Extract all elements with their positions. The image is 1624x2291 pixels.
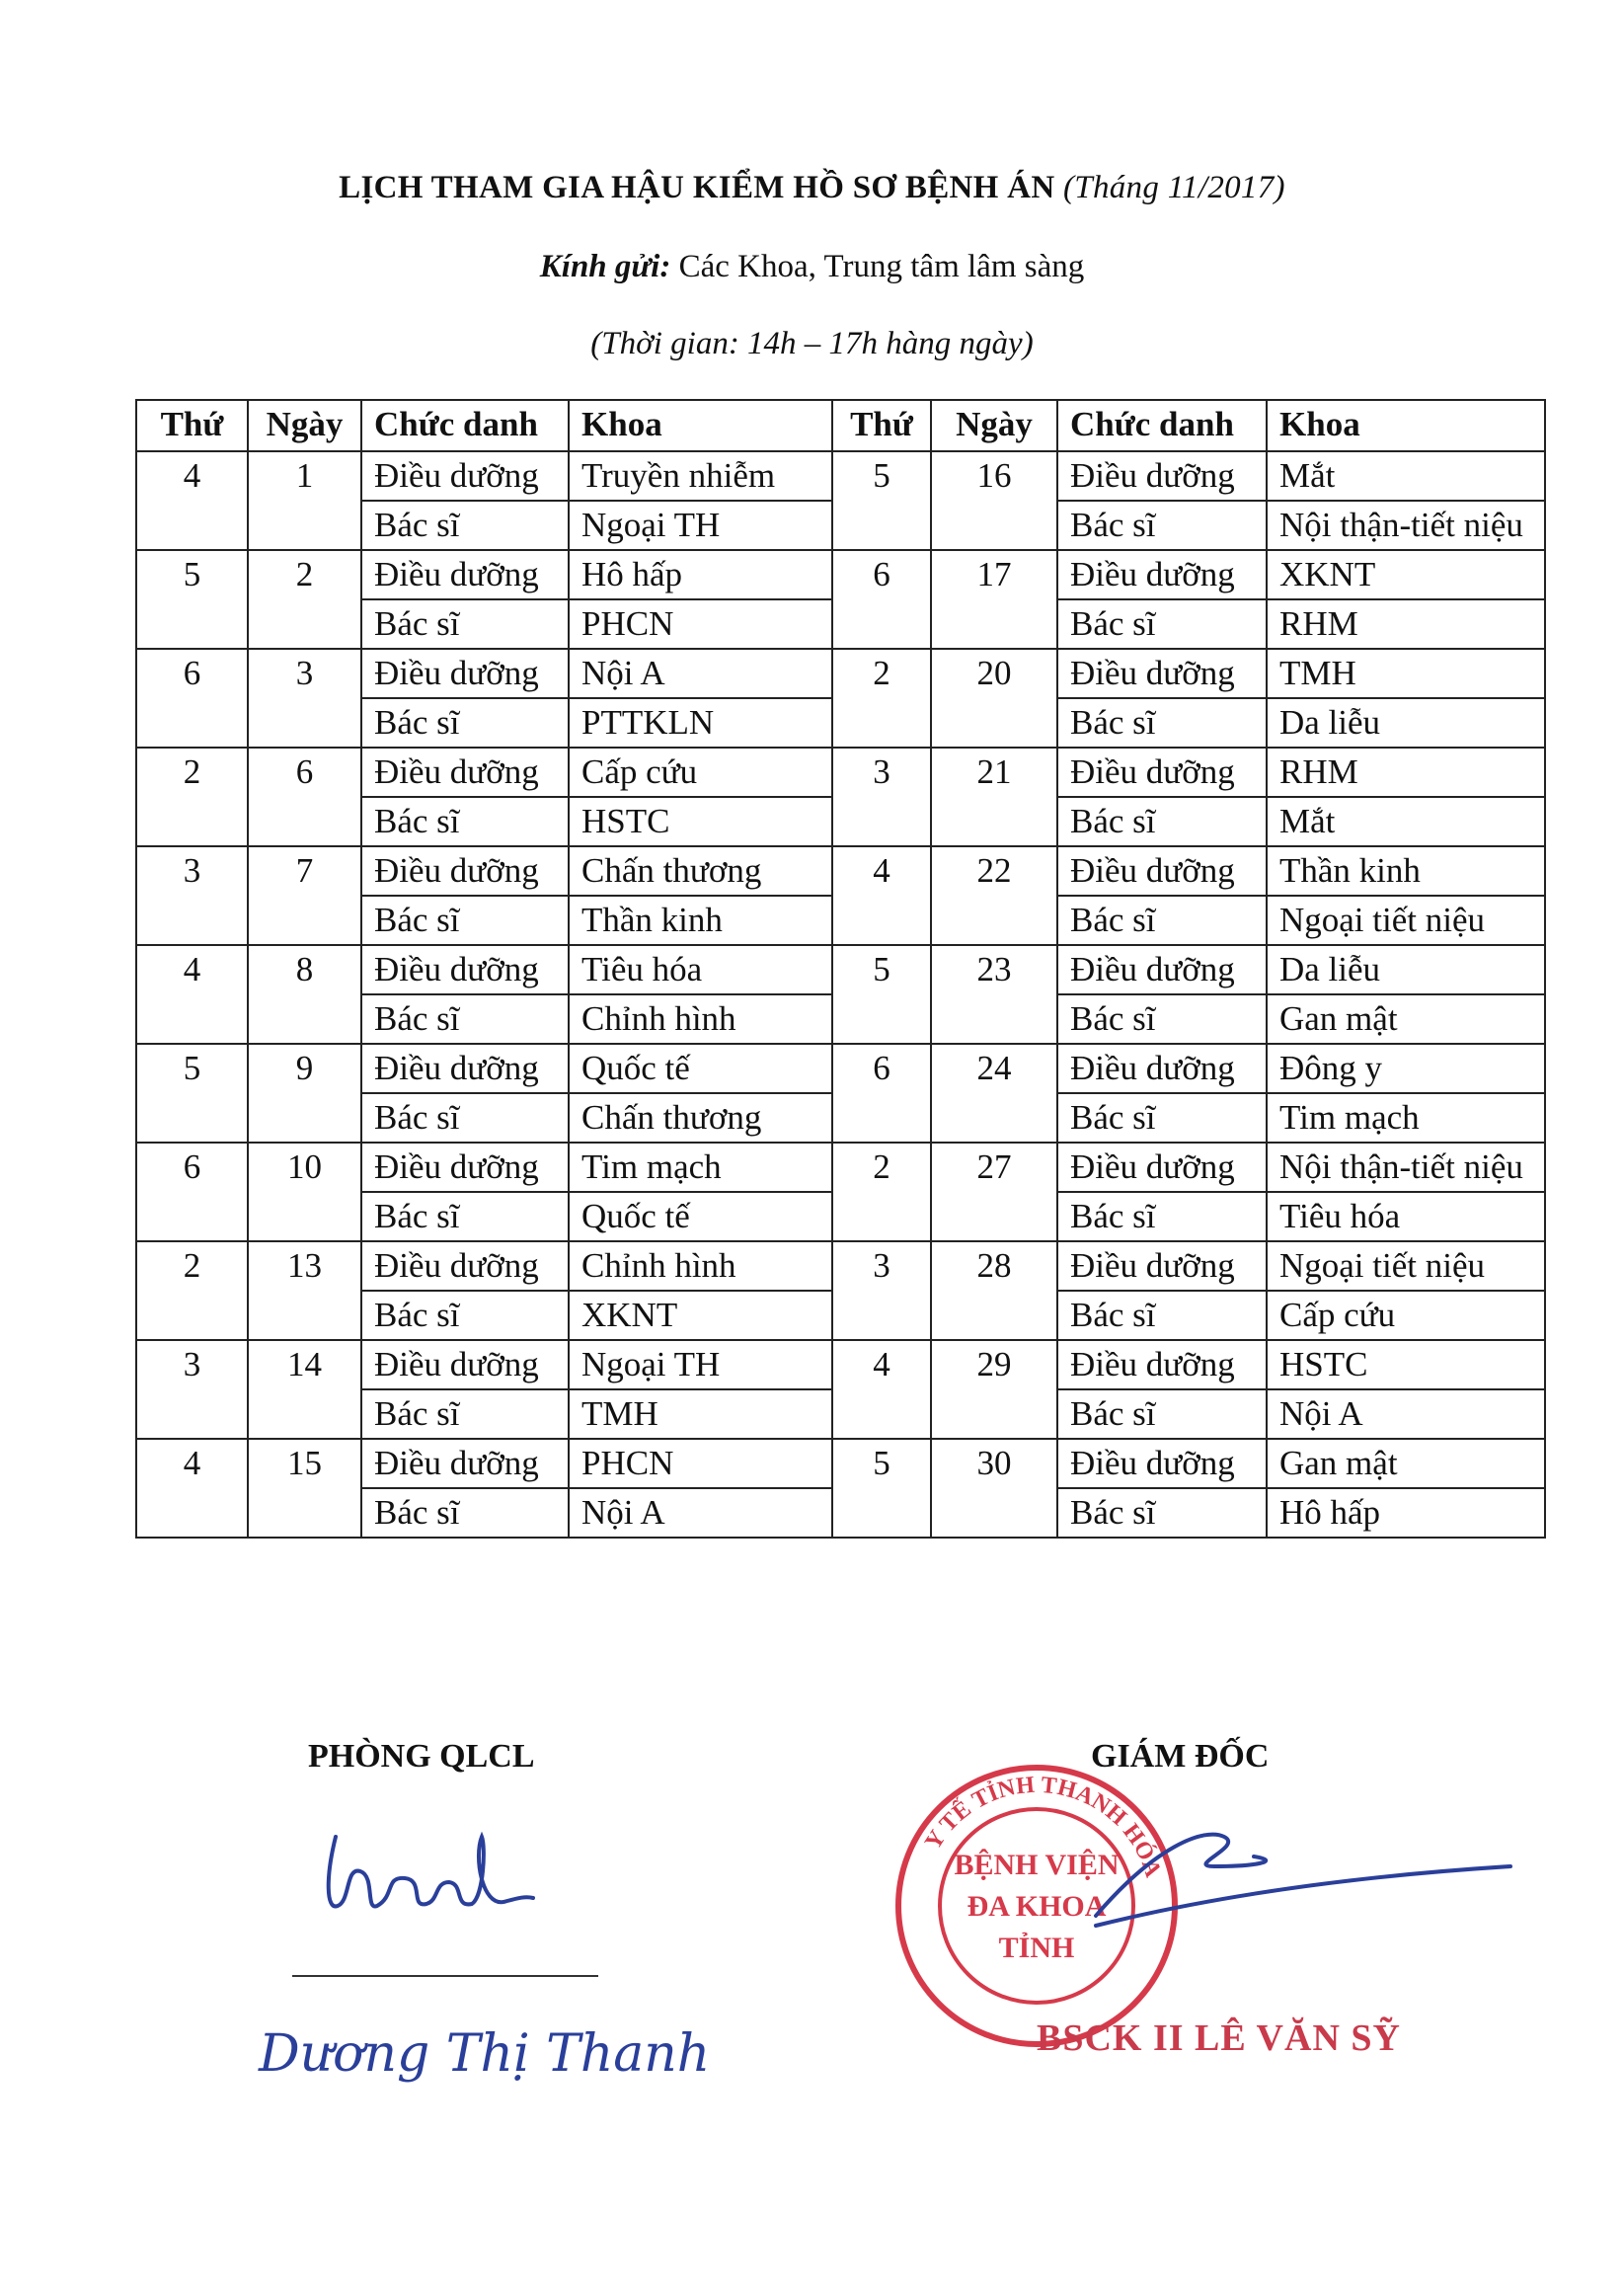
cell-role-doctor-right: Bác sĩ bbox=[1057, 501, 1267, 550]
cell-khoa-nurse-left: Chỉnh hình bbox=[569, 1241, 832, 1291]
cell-role-doctor-right: Bác sĩ bbox=[1057, 1488, 1267, 1538]
cell-khoa-doctor-right: Cấp cứu bbox=[1267, 1291, 1545, 1340]
cell-role-nurse-left: Điều dưỡng bbox=[361, 1340, 569, 1389]
cell-thu-right: 3 bbox=[832, 748, 931, 846]
cell-khoa-nurse-left: PHCN bbox=[569, 1439, 832, 1488]
cell-role-nurse-right: Điều dưỡng bbox=[1057, 846, 1267, 896]
cell-khoa-nurse-right: Gan mật bbox=[1267, 1439, 1545, 1488]
cell-ngay-right: 29 bbox=[931, 1340, 1057, 1439]
table-row bbox=[136, 945, 1545, 994]
cell-khoa-doctor-right: Nội A bbox=[1267, 1389, 1545, 1439]
cell-role-nurse-right: Điều dưỡng bbox=[1057, 748, 1267, 797]
cell-ngay-left: 7 bbox=[248, 846, 361, 945]
cell-thu-right: 4 bbox=[832, 1340, 931, 1439]
cell-khoa-nurse-left: Truyền nhiễm bbox=[569, 451, 832, 501]
cell-khoa-doctor-right: Ngoại tiết niệu bbox=[1267, 896, 1545, 945]
cell-khoa-doctor-right: Mắt bbox=[1267, 797, 1545, 846]
cell-role-nurse-left: Điều dưỡng bbox=[361, 550, 569, 599]
cell-role-doctor-left: Bác sĩ bbox=[361, 1093, 569, 1143]
cell-ngay-right: 30 bbox=[931, 1439, 1057, 1538]
cell-ngay-right: 21 bbox=[931, 748, 1057, 846]
cell-role-doctor-right: Bác sĩ bbox=[1057, 896, 1267, 945]
cell-role-doctor-right: Bác sĩ bbox=[1057, 698, 1267, 748]
cell-ngay-right: 23 bbox=[931, 945, 1057, 1044]
table-row bbox=[136, 550, 1545, 599]
cell-ngay-left: 1 bbox=[248, 451, 361, 550]
cell-khoa-doctor-left: HSTC bbox=[569, 797, 832, 846]
left-signature-scribble bbox=[316, 1817, 553, 1936]
cell-thu-left: 5 bbox=[136, 550, 248, 649]
cell-khoa-doctor-right: Da liễu bbox=[1267, 698, 1545, 748]
time-note: (Thời gian: 14h – 17h hàng ngày) bbox=[590, 326, 1034, 361]
cell-role-nurse-left: Điều dưỡng bbox=[361, 1044, 569, 1093]
table-row bbox=[136, 1439, 1545, 1488]
cell-role-doctor-left: Bác sĩ bbox=[361, 599, 569, 649]
cell-khoa-nurse-left: Nội A bbox=[569, 649, 832, 698]
col-header-chucdanh-left: Chức danh bbox=[361, 400, 569, 451]
stamp-line-2: ĐA KHOA bbox=[967, 1890, 1107, 1923]
cell-khoa-nurse-right: HSTC bbox=[1267, 1340, 1545, 1389]
cell-khoa-nurse-left: Ngoại TH bbox=[569, 1340, 832, 1389]
cell-role-doctor-left: Bác sĩ bbox=[361, 896, 569, 945]
cell-khoa-doctor-left: Nội A bbox=[569, 1488, 832, 1538]
cell-khoa-nurse-right: Ngoại tiết niệu bbox=[1267, 1241, 1545, 1291]
cell-khoa-doctor-left: TMH bbox=[569, 1389, 832, 1439]
table-row bbox=[136, 451, 1545, 501]
cell-ngay-left: 2 bbox=[248, 550, 361, 649]
col-header-khoa-left: Khoa bbox=[569, 400, 832, 451]
cell-role-nurse-left: Điều dưỡng bbox=[361, 1439, 569, 1488]
cell-ngay-right: 28 bbox=[931, 1241, 1057, 1340]
cell-khoa-doctor-left: PHCN bbox=[569, 599, 832, 649]
cell-role-doctor-left: Bác sĩ bbox=[361, 1389, 569, 1439]
cell-role-nurse-left: Điều dưỡng bbox=[361, 1241, 569, 1291]
cell-khoa-nurse-left: Quốc tế bbox=[569, 1044, 832, 1093]
cell-role-doctor-left: Bác sĩ bbox=[361, 1192, 569, 1241]
cell-khoa-doctor-left: Quốc tế bbox=[569, 1192, 832, 1241]
cell-thu-right: 5 bbox=[832, 1439, 931, 1538]
cell-role-doctor-left: Bác sĩ bbox=[361, 994, 569, 1044]
cell-role-nurse-right: Điều dưỡng bbox=[1057, 649, 1267, 698]
cell-khoa-nurse-right: Đông y bbox=[1267, 1044, 1545, 1093]
recipient-text: Các Khoa, Trung tâm lâm sàng bbox=[678, 249, 1085, 284]
cell-khoa-doctor-left: Thần kinh bbox=[569, 896, 832, 945]
table-row bbox=[136, 748, 1545, 797]
cell-role-doctor-left: Bác sĩ bbox=[361, 797, 569, 846]
cell-khoa-doctor-right: Tim mạch bbox=[1267, 1093, 1545, 1143]
cell-thu-left: 4 bbox=[136, 1439, 248, 1538]
cell-ngay-right: 17 bbox=[931, 550, 1057, 649]
cell-role-nurse-right: Điều dưỡng bbox=[1057, 550, 1267, 599]
cell-khoa-nurse-left: Tiêu hóa bbox=[569, 945, 832, 994]
left-signer-name: Dương Thị Thanh bbox=[259, 2024, 711, 2084]
cell-ngay-left: 9 bbox=[248, 1044, 361, 1143]
cell-thu-right: 3 bbox=[832, 1241, 931, 1340]
cell-role-doctor-right: Bác sĩ bbox=[1057, 599, 1267, 649]
cell-role-doctor-left: Bác sĩ bbox=[361, 501, 569, 550]
cell-thu-left: 4 bbox=[136, 451, 248, 550]
right-signature-title: GIÁM ĐỐC bbox=[1091, 1738, 1270, 1775]
cell-role-doctor-right: Bác sĩ bbox=[1057, 1093, 1267, 1143]
cell-ngay-left: 10 bbox=[248, 1143, 361, 1241]
table-row bbox=[136, 1241, 1545, 1291]
cell-role-nurse-right: Điều dưỡng bbox=[1057, 451, 1267, 501]
cell-ngay-right: 16 bbox=[931, 451, 1057, 550]
cell-role-doctor-left: Bác sĩ bbox=[361, 1488, 569, 1538]
cell-thu-right: 5 bbox=[832, 945, 931, 1044]
cell-ngay-right: 24 bbox=[931, 1044, 1057, 1143]
cell-khoa-doctor-right: Tiêu hóa bbox=[1267, 1192, 1545, 1241]
director-signature-scribble bbox=[1037, 1807, 1530, 1955]
stamp-line-3: TỈNH bbox=[998, 1932, 1075, 1964]
cell-thu-right: 6 bbox=[832, 550, 931, 649]
cell-ngay-right: 20 bbox=[931, 649, 1057, 748]
cell-khoa-nurse-right: RHM bbox=[1267, 748, 1545, 797]
cell-khoa-nurse-left: Cấp cứu bbox=[569, 748, 832, 797]
cell-ngay-left: 15 bbox=[248, 1439, 361, 1538]
cell-ngay-left: 6 bbox=[248, 748, 361, 846]
cell-khoa-doctor-right: RHM bbox=[1267, 599, 1545, 649]
table-header-row bbox=[136, 400, 1545, 451]
cell-khoa-nurse-right: Mắt bbox=[1267, 451, 1545, 501]
cell-role-nurse-left: Điều dưỡng bbox=[361, 846, 569, 896]
cell-role-nurse-left: Điều dưỡng bbox=[361, 451, 569, 501]
cell-khoa-nurse-right: Nội thận-tiết niệu bbox=[1267, 1143, 1545, 1192]
cell-thu-left: 4 bbox=[136, 945, 248, 1044]
schedule-table bbox=[135, 399, 1546, 1539]
cell-thu-right: 6 bbox=[832, 1044, 931, 1143]
cell-role-doctor-right: Bác sĩ bbox=[1057, 797, 1267, 846]
cell-khoa-nurse-right: XKNT bbox=[1267, 550, 1545, 599]
title-text: LỊCH THAM GIA HẬU KIỂM HỒ SƠ BỆNH ÁN bbox=[339, 170, 1055, 205]
cell-role-nurse-left: Điều dưỡng bbox=[361, 1143, 569, 1192]
cell-role-nurse-right: Điều dưỡng bbox=[1057, 1044, 1267, 1093]
cell-role-nurse-right: Điều dưỡng bbox=[1057, 1340, 1267, 1389]
cell-khoa-nurse-left: Tim mạch bbox=[569, 1143, 832, 1192]
cell-role-nurse-left: Điều dưỡng bbox=[361, 748, 569, 797]
title-month: (Tháng 11/2017) bbox=[1063, 170, 1285, 205]
cell-thu-left: 6 bbox=[136, 1143, 248, 1241]
col-header-khoa-right: Khoa bbox=[1267, 400, 1545, 451]
cell-khoa-doctor-left: Chấn thương bbox=[569, 1093, 832, 1143]
cell-thu-left: 2 bbox=[136, 1241, 248, 1340]
signature-underline bbox=[292, 1975, 598, 1977]
cell-khoa-doctor-left: XKNT bbox=[569, 1291, 832, 1340]
cell-thu-left: 6 bbox=[136, 649, 248, 748]
cell-khoa-doctor-right: Gan mật bbox=[1267, 994, 1545, 1044]
director-name: BSCK II LÊ VĂN SỸ bbox=[1037, 2017, 1401, 2059]
table-row bbox=[136, 649, 1545, 698]
cell-thu-left: 3 bbox=[136, 1340, 248, 1439]
cell-ngay-right: 22 bbox=[931, 846, 1057, 945]
cell-khoa-doctor-left: PTTKLN bbox=[569, 698, 832, 748]
cell-khoa-doctor-left: Chỉnh hình bbox=[569, 994, 832, 1044]
stamp-ring-text: Y TẾ TỈNH THANH HÓA bbox=[920, 1772, 1166, 1881]
cell-role-doctor-right: Bác sĩ bbox=[1057, 1192, 1267, 1241]
cell-ngay-right: 27 bbox=[931, 1143, 1057, 1241]
cell-role-doctor-left: Bác sĩ bbox=[361, 698, 569, 748]
cell-khoa-nurse-right: TMH bbox=[1267, 649, 1545, 698]
cell-khoa-doctor-right: Nội thận-tiết niệu bbox=[1267, 501, 1545, 550]
cell-thu-left: 2 bbox=[136, 748, 248, 846]
cell-thu-left: 3 bbox=[136, 846, 248, 945]
cell-role-nurse-right: Điều dưỡng bbox=[1057, 945, 1267, 994]
cell-role-nurse-right: Điều dưỡng bbox=[1057, 1143, 1267, 1192]
cell-role-nurse-right: Điều dưỡng bbox=[1057, 1439, 1267, 1488]
cell-ngay-left: 13 bbox=[248, 1241, 361, 1340]
cell-ngay-left: 8 bbox=[248, 945, 361, 1044]
col-header-ngay-right: Ngày bbox=[931, 400, 1057, 451]
cell-role-doctor-right: Bác sĩ bbox=[1057, 1389, 1267, 1439]
cell-role-doctor-right: Bác sĩ bbox=[1057, 994, 1267, 1044]
table-row bbox=[136, 1044, 1545, 1093]
cell-role-doctor-right: Bác sĩ bbox=[1057, 1291, 1267, 1340]
left-signature-title: PHÒNG QLCL bbox=[308, 1738, 535, 1775]
cell-ngay-left: 14 bbox=[248, 1340, 361, 1439]
cell-thu-right: 2 bbox=[832, 649, 931, 748]
cell-role-nurse-right: Điều dưỡng bbox=[1057, 1241, 1267, 1291]
col-header-chucdanh-right: Chức danh bbox=[1057, 400, 1267, 451]
recipient-label: Kính gửi: bbox=[539, 249, 671, 284]
table-row bbox=[136, 846, 1545, 896]
col-header-ngay-left: Ngày bbox=[248, 400, 361, 451]
cell-khoa-nurse-left: Chấn thương bbox=[569, 846, 832, 896]
cell-thu-right: 4 bbox=[832, 846, 931, 945]
cell-khoa-nurse-right: Thần kinh bbox=[1267, 846, 1545, 896]
cell-role-nurse-left: Điều dưỡng bbox=[361, 649, 569, 698]
table-row bbox=[136, 1340, 1545, 1389]
cell-khoa-nurse-left: Hô hấp bbox=[569, 550, 832, 599]
col-header-thu-left: Thứ bbox=[136, 400, 248, 451]
cell-thu-left: 5 bbox=[136, 1044, 248, 1143]
cell-thu-right: 5 bbox=[832, 451, 931, 550]
document-title bbox=[0, 170, 1624, 206]
cell-khoa-doctor-right: Hô hấp bbox=[1267, 1488, 1545, 1538]
stamp-line-1: BỆNH VIỆN bbox=[954, 1849, 1120, 1881]
cell-thu-right: 2 bbox=[832, 1143, 931, 1241]
cell-role-nurse-left: Điều dưỡng bbox=[361, 945, 569, 994]
table-row bbox=[136, 1143, 1545, 1192]
schedule-body bbox=[136, 451, 1545, 1538]
recipient-line bbox=[0, 249, 1624, 285]
col-header-thu-right: Thứ bbox=[832, 400, 931, 451]
cell-khoa-nurse-right: Da liễu bbox=[1267, 945, 1545, 994]
cell-ngay-left: 3 bbox=[248, 649, 361, 748]
cell-khoa-doctor-left: Ngoại TH bbox=[569, 501, 832, 550]
cell-role-doctor-left: Bác sĩ bbox=[361, 1291, 569, 1340]
